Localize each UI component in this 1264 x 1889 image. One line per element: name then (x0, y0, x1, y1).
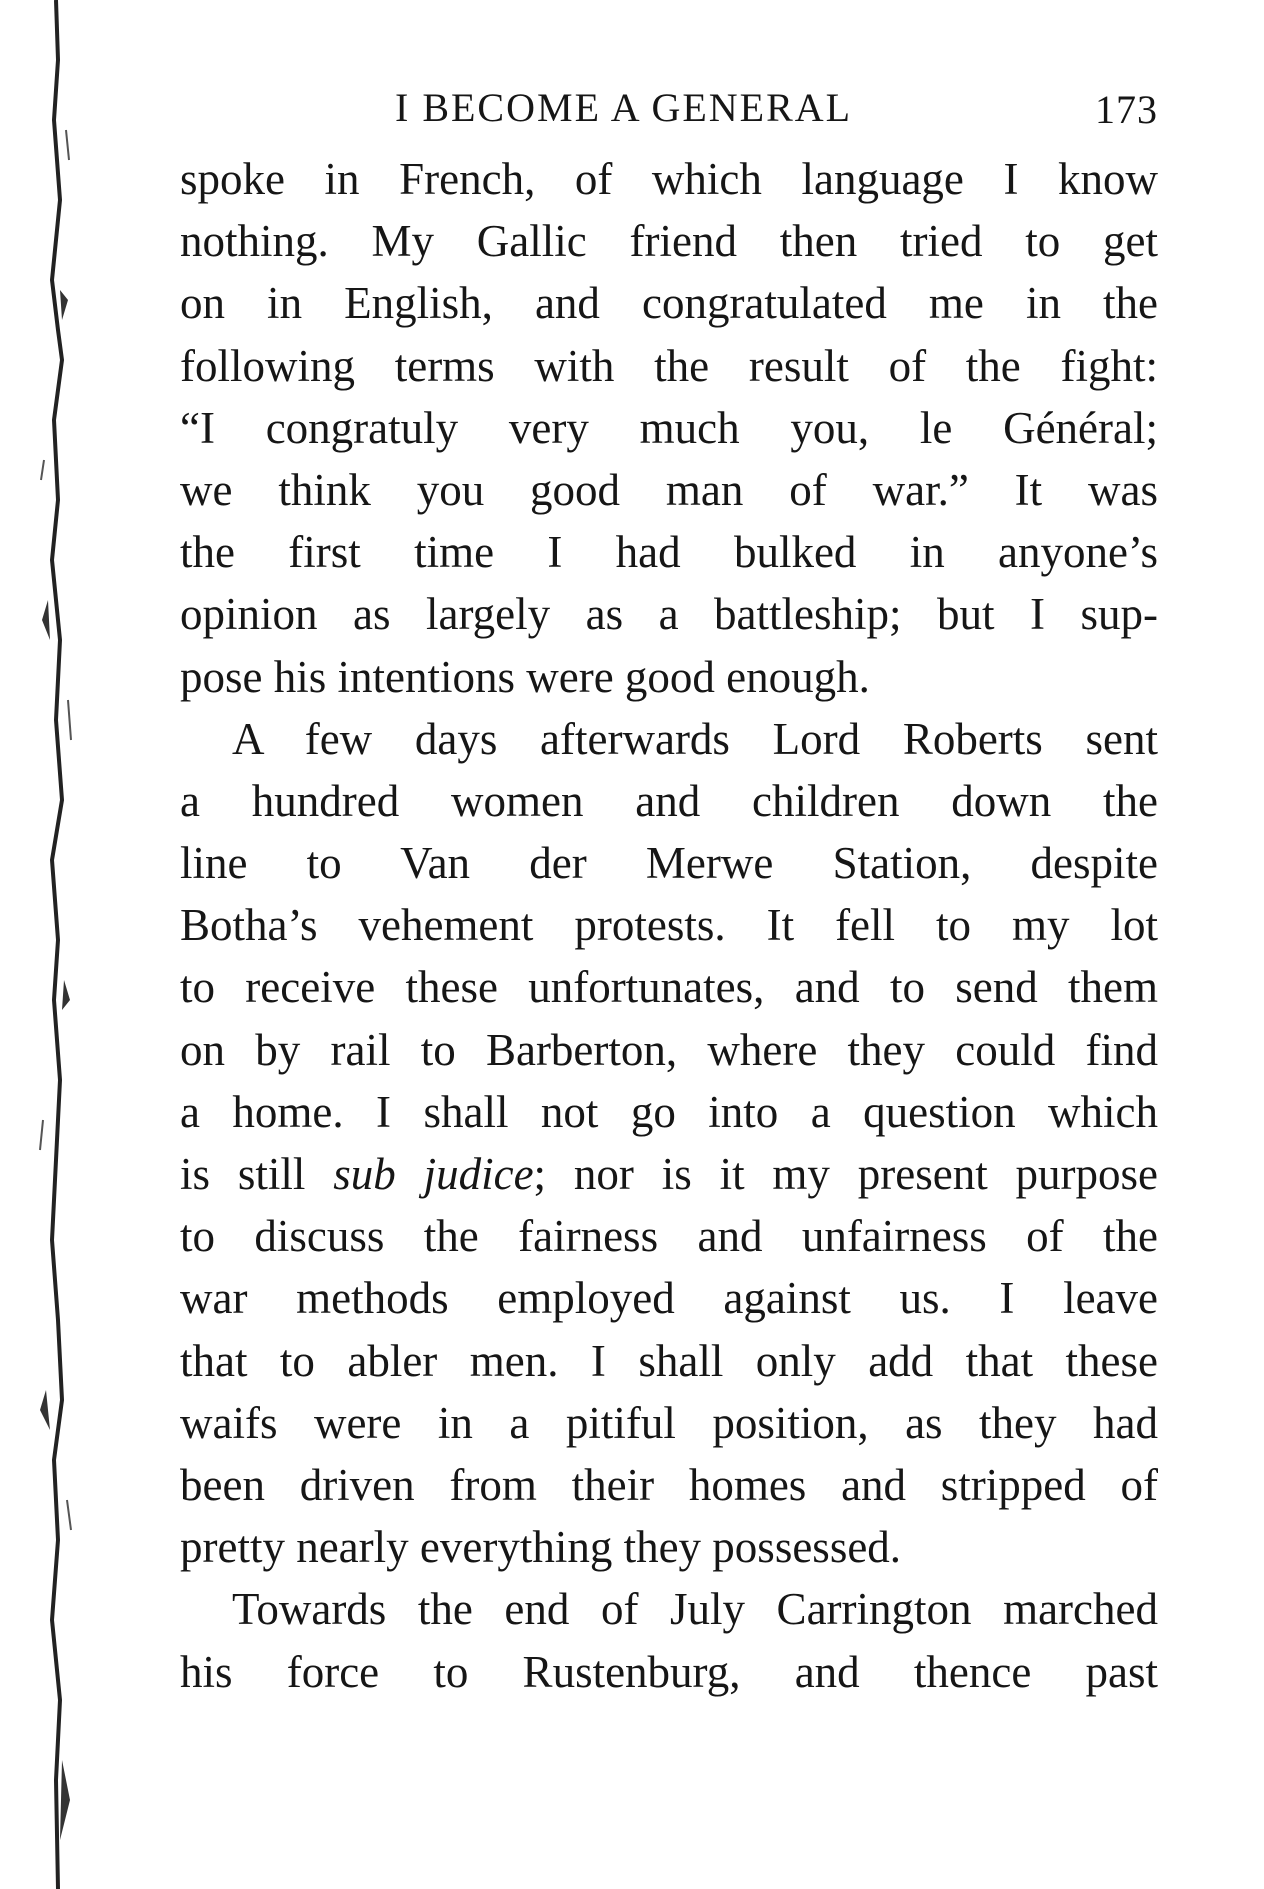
text-segment: ; nor is it my present purpose (533, 1149, 1159, 1199)
text-segment: is still (180, 1149, 306, 1199)
text-line: pretty nearly everything they possessed. (180, 1522, 902, 1573)
text-line: pose his intentions were good enough. (180, 651, 870, 702)
italic-phrase: sub judice (333, 1149, 534, 1199)
text-line-with-italic (180, 1143, 1158, 1205)
text-line: nothing. My Gallic friend then tried to get (180, 216, 1158, 267)
text-line: spoke in French, of which language I know (180, 154, 1158, 204)
text-line: following terms with the result of the fight: (180, 340, 1158, 391)
page-number: 173 (1095, 87, 1158, 132)
text-line: opinion as largely as a battleship; but I sup- (180, 589, 1158, 640)
text-line: a hundred women and children down the (180, 775, 1158, 826)
text-line: waifs were in a pitiful position, as they had (180, 1397, 1158, 1448)
text-line: line to Van der Merwe Station, despite (180, 838, 1158, 889)
binding-edge (38, 0, 74, 1889)
text-line: the first time I had bulked in anyone’s (180, 527, 1158, 578)
running-head (180, 84, 1180, 134)
body-text (180, 148, 1158, 1703)
text-line: on by rail to Barberton, where they could find (180, 1024, 1158, 1075)
text-line: to receive these unfortunates, and to send them (180, 962, 1158, 1013)
text-line: his force to Rustenburg, and thence past (180, 1646, 1158, 1697)
text-line: Botha’s vehement protests. It fell to my lot (180, 900, 1158, 951)
text-line: on in English, and congratulated me in the (180, 278, 1158, 329)
text-line: we think you good man of war.” It was (180, 464, 1158, 515)
text-line: A few days afterwards Lord Roberts sent (232, 713, 1158, 764)
text-line: a home. I shall not go into a question which (180, 1086, 1158, 1137)
text-line: been driven from their homes and stripped of (180, 1459, 1158, 1510)
text-line: that to abler men. I shall only add that these (180, 1335, 1158, 1386)
text-line: war methods employed against us. I leave (180, 1273, 1158, 1324)
text-line: to discuss the fairness and unfairness of the (180, 1211, 1158, 1262)
text-line: Towards the end of July Carrington marched (232, 1584, 1158, 1635)
text-line: “I congratuly very much you, le Général; (180, 402, 1158, 453)
running-title: I BECOME A GENERAL (395, 85, 853, 130)
